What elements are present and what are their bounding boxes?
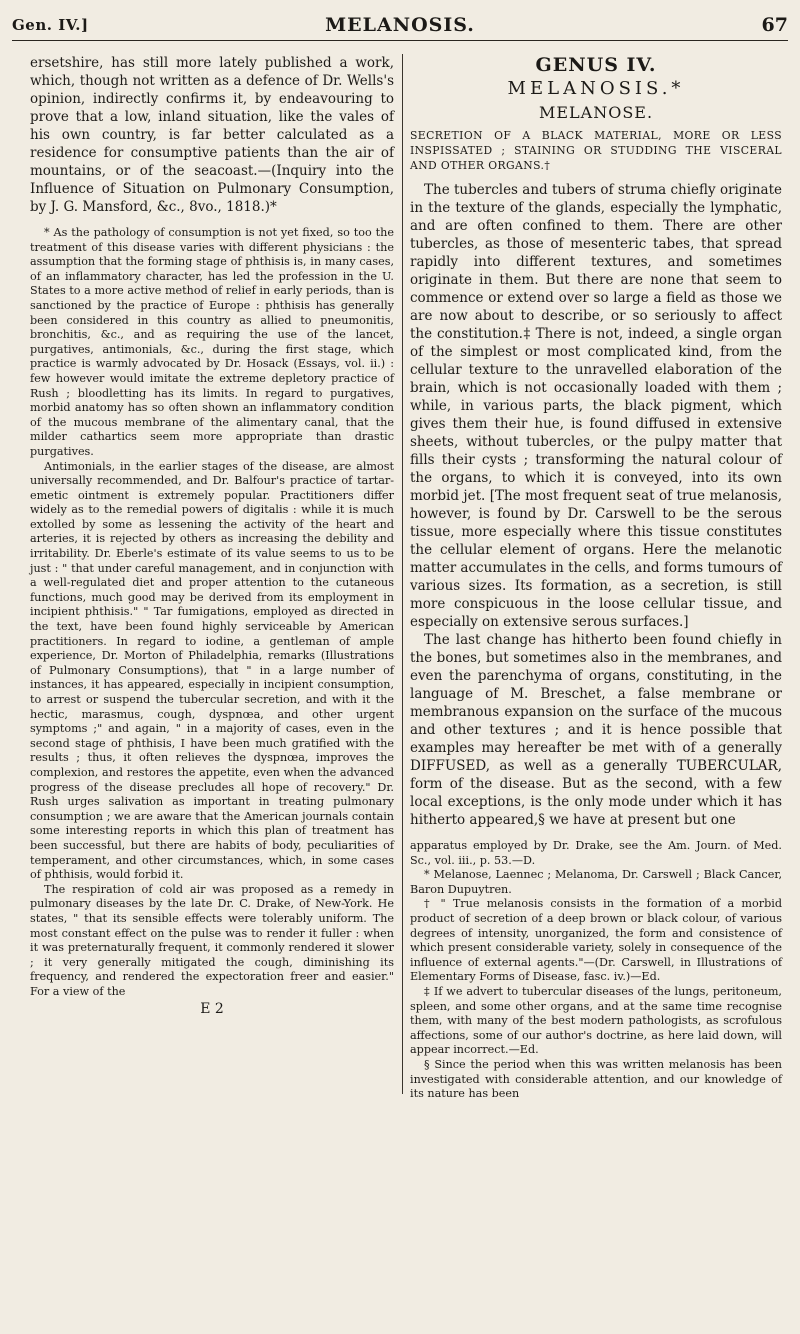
page-number: 67 bbox=[761, 14, 788, 36]
left-main-paragraph: ersetshire, has still more lately published a work, which, though not written as a defence of Dr. Wells's opinion, indirectly confirms it, by endeavouring to prove that a low, inland situation, like the vales of his own country, is far better calculated as a residence for consumptive patients than the air of mountains, or of the seacoast.—(Inquiry into the Influence of Situation on Pulmonary Consumption, by J. G. Mansford, &c., 8vo., 1818.)* bbox=[30, 55, 394, 215]
header-section-ref: Gen. IV.] bbox=[12, 16, 89, 34]
footnote-paragraph: ‡ If we advert to tubercular diseases of the lungs, peritoneum, spleen, and some other organs, and at the same time recognise them, with many of the best modern pathologists, as scrofulous affections, some of our author's doctrine, as here laid down, will appear incorrect.—Ed. bbox=[410, 984, 782, 1057]
footnote-paragraph: † " True melanosis consists in the formation of a morbid product of secretion of a deep brown or black colour, of various degrees of intensity, unorganized, the form and consistence of which present considerable variety, solely in consequence of the influence of external agents."—(Dr. Carswell, in Illustrations of Elementary Forms of Disease, fasc. iv.)—Ed. bbox=[410, 897, 782, 984]
footnote-paragraph: § Since the period when this was written melanosis has been investigated with considerable attention, and our knowledge of its nature has been bbox=[410, 1057, 782, 1101]
left-column bbox=[30, 54, 394, 1017]
body-paragraph: The last change has hitherto been found chiefly in the bones, but sometimes also in the membranes, and even the parenchyma of organs, constituting, in the language of M. Breschet, a false membrane or membranous expansion on the surface of the mucous and other textures ; and it is hence possible that examples may hereafter be met with of a generally DIFFUSED, as well as a generally TUBERCULAR, form of the disease. But as the second, with a few local exceptions, is the only mode under which it has hitherto appeared,§ we have at present but one bbox=[410, 632, 782, 828]
genus-heading: GENUS IV. bbox=[535, 54, 657, 76]
section-title: MELANOSIS.* bbox=[507, 78, 685, 99]
genus-definition: SECRETION OF A BLACK MATERIAL, MORE OR LESS INSPISSATED ; STAINING OR STUDDING THE VISCERAL AND OTHER ORGANS.† bbox=[410, 129, 782, 172]
column-divider bbox=[402, 54, 403, 1094]
running-header bbox=[12, 14, 788, 41]
header-title: MELANOSIS. bbox=[325, 14, 475, 36]
section-subtitle: MELANOSE. bbox=[538, 103, 654, 122]
signature-mark: E 2 bbox=[200, 1001, 224, 1018]
footnote-paragraph: The respiration of cold air was proposed as a remedy in pulmonary diseases by the late Dr. C. Drake, of New-York. He states, " that its sensible effects were tolerably uniform. The most constant effect on the pulse was to render it fuller : when it was preternaturally frequent, it commonly rendered it slower ; it very generally mitigated the cough, diminishing its frequency, and rendered the expectoration freer and easier." For a view of the bbox=[30, 882, 394, 998]
footnote-paragraph: * Melanose, Laennec ; Melanoma, Dr. Carswell ; Black Cancer, Baron Dupuytren. bbox=[410, 868, 782, 896]
right-column bbox=[410, 54, 782, 1102]
body-paragraph: The tubercles and tubers of struma chiefly originate in the texture of the glands, especially the lymphatic, and are often confined to them. There are other tubercles, as those of mesenteric tabes, that spread rapidly into different textures, and sometimes originate in them. But there are none that seem to commence or extend over so large a field as those we are now about to describe, or so seriously to affect the constitution.‡ There is not, indeed, a single organ of the simplest or most complicated kind, from the cellular texture to the unravelled elaboration of the brain, which is not occasionally loaded with them ; while, in various parts, the black pigment, which gives them their hue, is found diffused in extensive sheets, without tubercles, or the pulpy matter that fills their cysts ; transforming the natural colour of the organs, to which it is conveyed, into its own morbid jet. [The most frequent seat of true melanosis, however, is found by Dr. Carswell to be the serous tissue, more especially where this tissue constitutes the cellular element of organs. Here the melanotic matter accumulates in the cells, and forms tumours of various sizes. Its formation, as a secretion, is still more conspicuous in the loose cellular tissue, and especially on extensive serous surfaces.] bbox=[410, 182, 783, 630]
footnote-paragraph: * As the pathology of consumption is not yet fixed, so too the treatment of this disease varies with different physicians : the assumption that the forming stage of phthisis is, in many cases, of an inflammatory character, has led the profession in the U. States to a more active method of relief in early periods, than is sanctioned by the practice of Europe : phthisis has generally been considered in this country as allied to pneumonitis, bronchitis, &c., and as requiring the use of the lancet, purgatives, antimonials, &c., during the first stage, which practice is warmly advocated by Dr. Hosack (Essays, vol. ii.) : few however would imitate the extreme depletory practice of Rush ; bloodletting has its limits. In regard to purgatives, morbid anatomy has so often shown an inflammatory condition of the mucous membrane of the alimentary canal, that the milder cathartics seem more appropriate than drastic purgatives. bbox=[30, 226, 394, 458]
footnote-paragraph: apparatus employed by Dr. Drake, see the Am. Journ. of Med. Sc., vol. iii., p. 53.—D. bbox=[410, 839, 782, 867]
footnote-paragraph: Antimonials, in the earlier stages of the disease, are almost universally recommended, and Dr. Balfour's practice of tartar-emetic ointment is extremely popular. Practitioners differ widely as to the remedial powers of digitalis : while it is much extolled by some as lessening the activity of the heart and arteries, it is rejected by others as increasing the debility and irritability. Dr. Eberle's estimate of its value seems to us to be just : " that under careful management, and in conjunction with a well-regulated diet and proper attention to the cutaneous functions, much good may be derived from its employment in incipient phthisis." " Tar fumigations, employed as directed in the text, have been found highly serviceable by American practitioners. In regard to iodine, a gentleman of ample experience, Dr. Morton of Philadelphia, remarks (Illustrations of Pulmonary Consumptions), that " in a large number of instances, it has appeared, especially in incipient consumption, to arrest or suspend the tubercular secretion, and with it the hectic, marasmus, cough, dyspnœa, and other urgent symptoms ;" and again, " in a majority of cases, even in the second stage of phthisis, I have been much gratified with the results ; thus, it often relieves the dyspnœa, improves the complexion, and restores the appetite, even when the advanced progress of the disease precludes all hope of recovery." Dr. Rush urges salivation as important in treating pulmonary consumption ; we are aware that the American journals contain some interesting reports in which this plan of treatment has been successful, but there are habits of body, peculiarities of temperament, and other circumstances, which, in some cases of phthisis, would forbid it. bbox=[30, 459, 394, 882]
